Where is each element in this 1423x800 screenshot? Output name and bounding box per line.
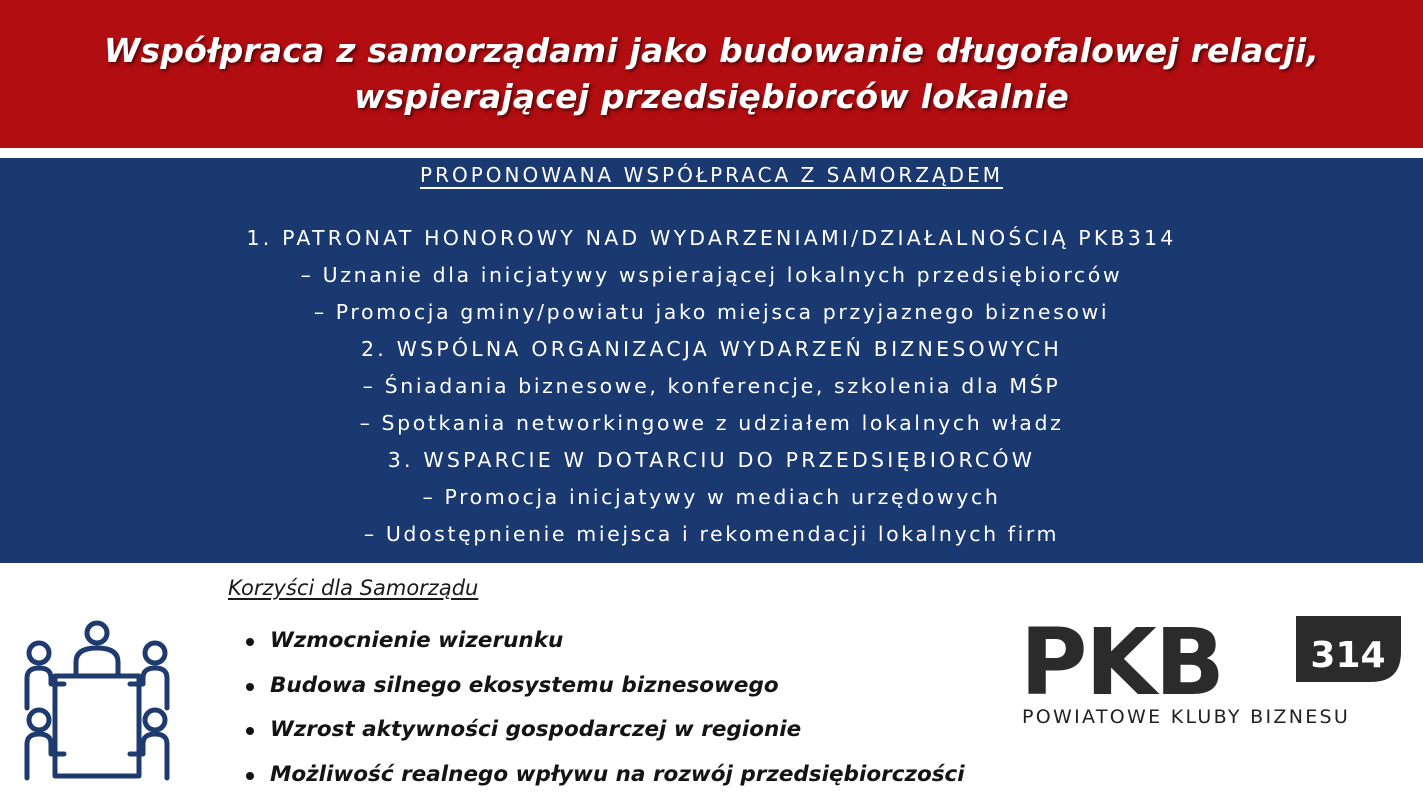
cooperation-item: – Udostępnienie miejsca i rekomendacji lokalnych firm — [363, 522, 1060, 546]
cooperation-item: – Uznanie dla inicjatywy wspierającej lokalnych przedsiębiorców — [300, 263, 1123, 287]
logo-number: 314 — [1310, 635, 1386, 676]
cooperation-item: – Promocja inicjatywy w mediach urzędowych — [422, 485, 1001, 509]
cooperation-heading-3: 3. WSPARCIE W DOTARCIU DO PRZEDSIĘBIORCÓW — [387, 448, 1036, 472]
benefit-text: Wzmocnienie wizerunku — [270, 628, 564, 653]
benefit-text: Możliwość realnego wpływu na rozwój przedsiębiorczości — [270, 761, 965, 787]
benefit-text: Wzrost aktywności gospodarczej w regionie — [270, 717, 802, 742]
logo-subtitle: POWIATOWE KLUBY BIZNESU — [1022, 706, 1351, 728]
page-title-line-1: Współpraca z samorządami jako budowanie długofalowej relacji, — [103, 31, 1320, 70]
cooperation-item: – Promocja gminy/powiatu jako miejsca przyjaznego biznesowi — [313, 300, 1110, 324]
bullet-icon — [246, 683, 254, 691]
section-title: PROPONOWANA WSPÓŁPRACA Z SAMORZĄDEM — [420, 163, 1003, 187]
cooperation-list — [0, 220, 1423, 553]
bullet-icon — [246, 638, 254, 646]
meeting-people-icon — [22, 620, 172, 785]
benefit-item — [246, 622, 965, 667]
benefit-item — [246, 711, 965, 756]
header-banner — [0, 0, 1423, 148]
benefit-text: Budowa silnego ekosystemu biznesowego — [270, 672, 779, 698]
bullet-icon — [246, 727, 254, 735]
cooperation-panel — [0, 158, 1423, 563]
benefit-item — [246, 756, 965, 800]
benefit-item — [246, 667, 965, 712]
cooperation-heading-2: 2. WSPÓLNA ORGANIZACJA WYDARZEŃ BIZNESOWYCH — [361, 337, 1062, 361]
benefits-title: Korzyści dla Samorządu — [228, 576, 479, 600]
cooperation-item: – Śniadania biznesowe, konferencje, szkolenia dla MŚP — [362, 374, 1061, 398]
bullet-icon — [246, 772, 254, 780]
logo-letters: PKB — [1020, 612, 1223, 716]
benefits-list — [246, 622, 965, 800]
page-title-line-2: wspierającej przedsiębiorców lokalnie — [354, 77, 1069, 116]
cooperation-heading-1: 1. PATRONAT HONOROWY NAD WYDARZENIAMI/DZIAŁALNOŚCIĄ PKB314 — [246, 226, 1177, 250]
page-title — [104, 28, 1319, 120]
cooperation-item: – Spotkania networkingowe z udziałem lokalnych władz — [359, 411, 1064, 435]
